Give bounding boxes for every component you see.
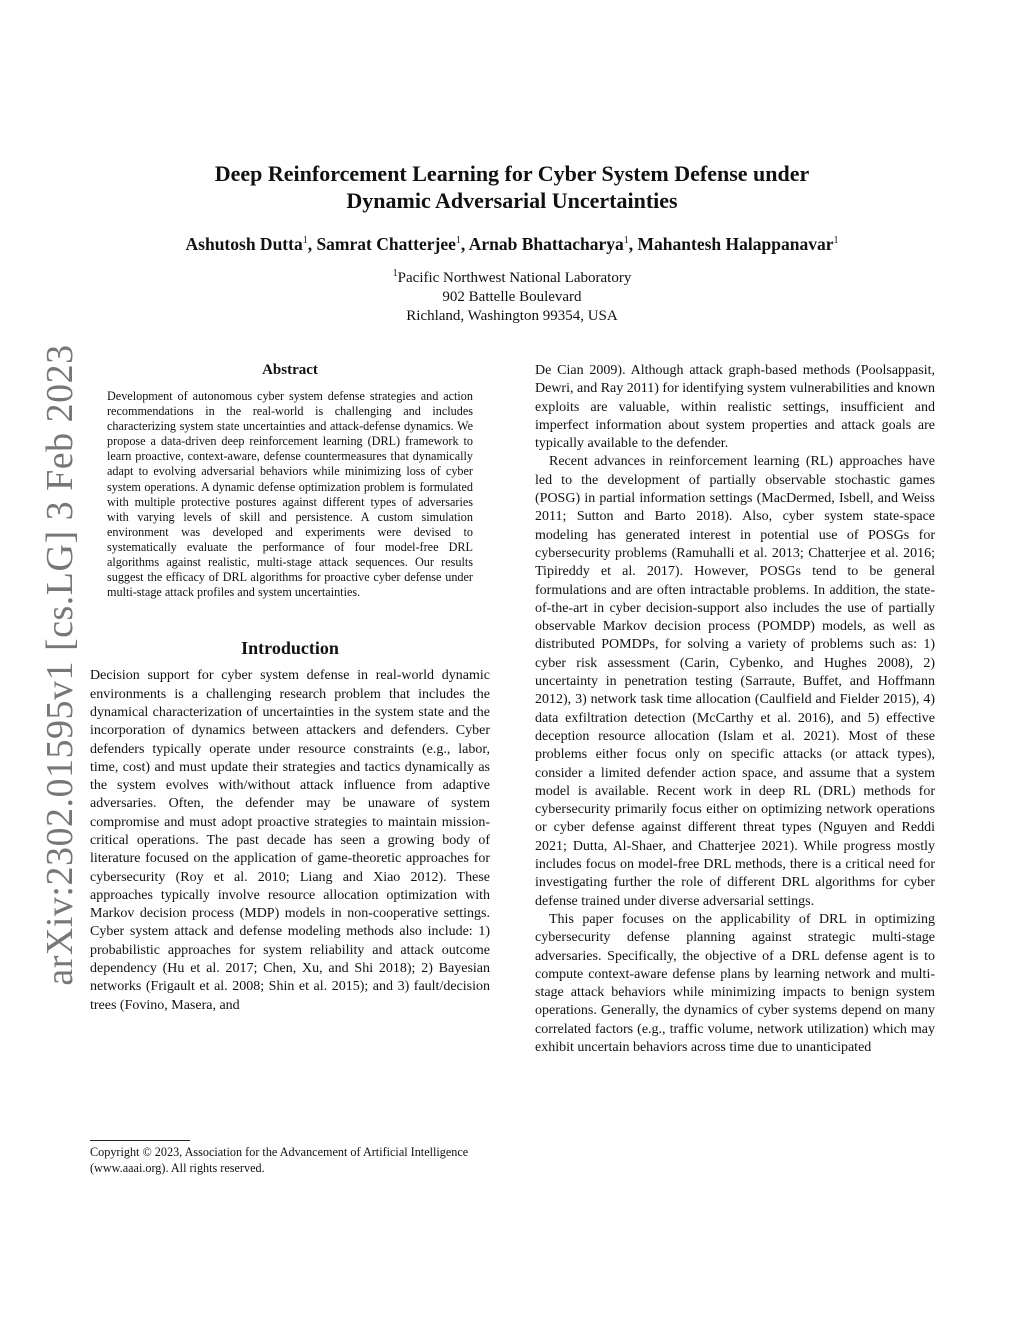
author-list: Ashutosh Dutta$^1$, Samrat Chatterjee$^1$, Arnab Bhattacharya$^1$, Mahantesh Halappanavar$^1$ [185, 234, 839, 254]
author-affiliation-mark: 1 [302, 235, 308, 247]
affiliation-street: 902 Battelle Boulevard [442, 289, 582, 305]
right-column [535, 362, 935, 1057]
left-column [90, 362, 490, 1015]
title-line-2: Dynamic Adversarial Uncertainties [346, 188, 678, 213]
copyright-footnote: Copyright © 2023, Association for the Advancement of Artificial Intelligence (www.aaai.org). All rights reserved. [90, 1145, 469, 1175]
author-affiliation-mark: 1 [833, 235, 839, 247]
affiliation-block [212, 264, 812, 326]
introduction-paragraph-3: This paper focuses on the applicability of DRL in optimizing cybersecurity defense planning against strategic multi-stage adversaries. Specifically, the objective of a DRL defense agent is to compute context-aware defense plans by learning network and multi-stage attack behaviors while minimizing impacts to benign system operations. Generally, the dynamics of cyber systems depend on many correlated factors (e.g., traffic volume, network utilization) which may exhibit uncertain behaviors across time due to unanticipated [535, 911, 935, 1055]
paper-title [112, 160, 912, 214]
introduction-paragraph-2: Recent advances in reinforcement learning (RL) approaches have led to the development of partially observable stochastic games (POSG) in partial information settings (MacDermed, Isbell, and Weiss 2011; Sutton and Barto 2018). Also, cyber system state-space modeling has generated interest in potential use of POSGs for cybersecurity problems (Ramuhalli et al. 2013; Chatterjee et al. 2016; Tipireddy et al. 2017). However, POSGs tend to be general formulations and are often intractable problems. In addition, the state-of-the-art in cyber decision-support also includes the use of partially observable Markov decision process (POMDP) models, as well as distributed POMDPs, for solving a variety of problems such as: 1) cyber risk assessment (Carin, Cybenko, and Hughes 2008), 2) uncertainty in penetration testing (Sarraute, Buffet, and Hoffmann 2012), 3) network task time allocation (Caulfield and Fielder 2015), 4) data exfiltration detection (McCarthy et al. 2016), and 5) effective deception resource allocation (Islam et al. 2021). Most of these problems either focus only on specific attacks (or attack types), consider a limited defender action space, and assume that a system model is available. Recent work in deep RL (DRL) methods for cybersecurity primarily focus either on optimizing network operations or cyber defense against different threat types (Nguyen and Reddi 2021; Dutta, Al-Shaer, and Chatterjee 2021). While progress mostly includes focus on model-free DRL methods, there is a critical need for investigating further the role of different DRL algorithms for cyber defense trained under diverse adversarial settings. [535, 454, 935, 909]
affiliation-org: Pacific Northwest National Laboratory [397, 270, 632, 286]
author-name: Samrat Chatterjee [316, 234, 456, 254]
footnote-divider [90, 1140, 190, 1141]
abstract-heading: Abstract [262, 362, 318, 378]
arxiv-identifier: arXiv:2302.01595v1 [cs.LG] 3 Feb 2023 [39, 344, 81, 986]
affiliation-city: Richland, Washington 99354, USA [406, 308, 618, 324]
author-affiliation-mark: 1 [623, 235, 629, 247]
author-affiliation-mark: 1 [455, 235, 461, 247]
introduction-paragraph-1-continued: De Cian 2009). Although attack graph-based methods (Poolsappasit, Dewri, and Ray 2011) for identifying system vulnerabilities and known exploits are valuable, within realistic settings, insufficient and imperfect information about system properties and attack goals are typically available to the defender. [535, 363, 935, 452]
abstract-text: Development of autonomous cyber system defense strategies and action recommendations in the real-world is challenging and includes characterizing system state uncertainties and attack-defense dynamics. We propose a data-driven deep reinforcement learning (DRL) framework to learn proactive, context-aware, defense countermeasures that dynamically adapt to evolving adversarial behaviors while minimizing loss of cyber system operations. A dynamic defense optimization problem is formulated with multiple protective postures against different types of adversaries with varying levels of skill and persistence. A custom simulation environment was developed and experiments were devised to systematically evaluate the performance of four model-free DRL algorithms against realistic, multi-stage attack sequences. Our results suggest the efficacy of DRL algorithms for proactive cyber defense under multi-stage attack profiles and system uncertainties. [107, 389, 473, 600]
title-line-1: Deep Reinforcement Learning for Cyber System Defense under [214, 161, 810, 186]
introduction-paragraph-1: Decision support for cyber system defense in real-world dynamic environments is a challenging research problem that includes the dynamical characterization of uncertainties in the system state and the incorporation of dynamics between attackers and defenders. Cyber defenders typically operate under resource constraints (e.g., labor, time, cost) and must update their strategies and tactics dynamically as the system evolves with/without attack influence from adaptive adversaries. Often, the defender may be unaware of system compromise and must adopt proactive strategies to maintain mission-critical operations. The past decade has seen a growing body of literature focused on the application of game-theoretic approaches for cybersecurity (Roy et al. 2010; Liang and Xiao 2012). These approaches typically involve resource allocation optimization with Markov decision process (MDP) models in non-cooperative settings. Cyber system attack and defense modeling methods also include: 1) probabilistic approaches for system reliability and attack outcome dependency (Hu et al. 2017; Chen, Xu, and Shi 2018); 2) Bayesian networks (Frigault et al. 2008; Shin et al. 2015); and 3) fault/decision trees (Fovino, Masera, and [90, 668, 490, 1013]
introduction-heading: Introduction [241, 638, 339, 659]
author-name: Ashutosh Dutta [185, 234, 303, 254]
author-name: Mahantesh Halappanavar [637, 234, 834, 254]
author-name: Arnab Bhattacharya [468, 234, 624, 254]
affiliation-mark: 1 [392, 268, 398, 279]
